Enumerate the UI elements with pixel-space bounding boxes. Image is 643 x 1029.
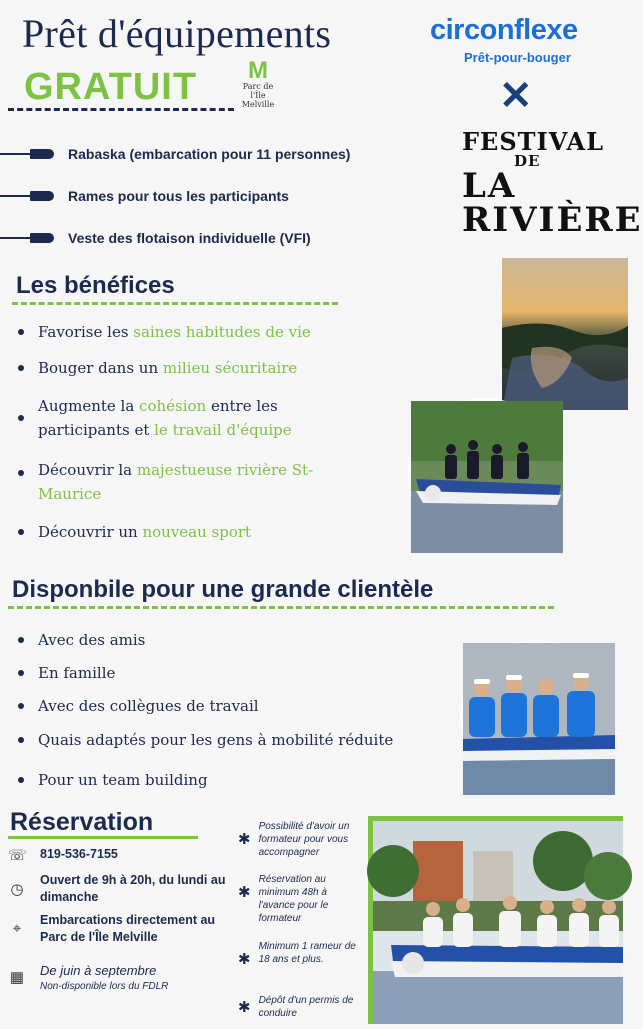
bullet-dot xyxy=(18,415,24,421)
free-label: GRATUIT xyxy=(24,66,198,108)
clientele-text: En famille xyxy=(38,664,116,682)
reservation-underline xyxy=(8,836,198,839)
park-logo-mark: M xyxy=(248,57,268,84)
clientele-text: Avec des amis xyxy=(38,631,146,649)
benefit-item xyxy=(18,394,318,442)
clientele-item xyxy=(18,728,438,752)
asterisk-icon: ✱ xyxy=(238,999,251,1016)
reservation-heading: Réservation xyxy=(10,808,154,836)
benefit-highlight: majestueuse rivière St-Maurice xyxy=(38,461,314,503)
bullet-dot xyxy=(18,737,24,743)
note-item xyxy=(238,994,366,1020)
benefit-text: Augmente la xyxy=(38,397,140,415)
rabaska-river-illustration xyxy=(373,821,623,1024)
benefit-item xyxy=(18,356,378,380)
river-sunset-illustration xyxy=(502,258,628,410)
benefit-highlight: cohésion xyxy=(139,397,207,415)
note-text: Dépôt d'un permis de conduire xyxy=(258,995,354,1019)
oar-icon xyxy=(0,149,56,159)
benefits-underline xyxy=(12,302,338,305)
festival-line-2: DE xyxy=(514,152,541,170)
note-text: Réservation au minimum 48h à l'avance pour le formateur xyxy=(258,874,329,924)
benefit-text: Favorise les xyxy=(38,323,134,341)
festival-line-1: FESTIVAL xyxy=(462,127,605,156)
benefits-heading: Les bénéfices xyxy=(16,272,175,299)
reservation-season xyxy=(8,962,236,992)
hours-text: Ouvert de 9h à 20h, du lundi au dimanche xyxy=(40,873,226,904)
bullet-dot xyxy=(18,703,24,709)
park-logo xyxy=(236,57,280,109)
equipment-label: Veste des flotaison individuelle (VFI) xyxy=(68,230,311,246)
brand-logo: circonflexe xyxy=(430,14,578,46)
calendar-icon: ▦ xyxy=(9,969,25,986)
festival-logo xyxy=(462,127,643,240)
equipment-label: Rames pour tous les participants xyxy=(68,188,289,204)
rabaska-team-photo xyxy=(408,398,560,550)
asterisk-icon: ✱ xyxy=(238,831,251,848)
note-text: Possibilité d'avoir un formateur pour vous accompagner xyxy=(258,821,350,858)
bullet-dot xyxy=(18,637,24,643)
benefit-item xyxy=(18,520,378,544)
equipment-label: Rabaska (embarcation pour 11 personnes) xyxy=(68,146,351,162)
phone-number: 819-536-7155 xyxy=(40,847,118,861)
note-item xyxy=(238,820,366,859)
bullet-dot xyxy=(18,777,24,783)
equipment-item xyxy=(0,184,289,208)
benefit-text: entre les participants et xyxy=(38,397,278,439)
rabaska-river-photo xyxy=(368,816,623,1024)
note-text: Minimum 1 rameur de 18 ans et plus. xyxy=(258,941,356,965)
phone-icon: ☏ xyxy=(8,847,27,864)
clientele-heading: Disponbile pour une grande clientèle xyxy=(12,576,434,603)
clientele-text: Avec des collègues de travail xyxy=(38,697,259,715)
clientele-text: Quais adaptés pour les gens à mobilité réduite xyxy=(38,731,394,749)
benefit-item xyxy=(18,458,328,506)
benefit-text: Bouger dans un xyxy=(38,359,163,377)
bullet-dot xyxy=(18,529,24,535)
brand-tagline: Prêt-pour-bouger xyxy=(464,50,571,65)
season-note: Non-disponible lors du FDLR xyxy=(40,981,169,992)
benefit-highlight: nouveau sport xyxy=(142,523,252,541)
asterisk-icon: ✱ xyxy=(238,884,251,901)
benefit-text: Découvrir un xyxy=(38,523,143,541)
team-celebration-photo xyxy=(460,640,612,792)
bullet-dot xyxy=(18,329,24,335)
bullet-dot xyxy=(18,365,24,371)
festival-line-3: LA RIVIÈRE xyxy=(462,166,643,240)
equipment-item xyxy=(0,142,350,166)
benefit-highlight: milieu sécuritaire xyxy=(162,359,298,377)
benefit-text: Découvrir la xyxy=(38,461,137,479)
reservation-location xyxy=(8,912,236,946)
river-sunset-photo xyxy=(502,258,628,410)
season-text: De juin à septembre xyxy=(40,963,157,978)
bullet-dot xyxy=(18,470,24,476)
page-title: Prêt d'équipements xyxy=(22,11,332,56)
clientele-item xyxy=(18,628,418,652)
collab-cross-icon: ✕ xyxy=(499,74,533,118)
clientele-item xyxy=(18,768,418,792)
clientele-item xyxy=(18,661,418,685)
note-item xyxy=(238,940,366,968)
note-item xyxy=(238,873,366,925)
location-pin-icon: ⌖ xyxy=(12,920,22,937)
clientele-item xyxy=(18,694,418,718)
clock-icon: ◷ xyxy=(10,881,24,898)
clientele-text: Pour un team building xyxy=(38,771,208,789)
asterisk-icon: ✱ xyxy=(238,951,251,968)
reservation-phone xyxy=(8,846,118,864)
benefit-item xyxy=(18,320,378,344)
park-logo-text: Parc de l'Île Melville xyxy=(241,82,275,109)
location-text: Embarcations directement au Parc de l'Île Melville xyxy=(40,913,216,944)
reservation-hours xyxy=(8,872,228,906)
bullet-dot xyxy=(18,670,24,676)
rabaska-team-illustration xyxy=(411,401,563,553)
team-celebration-illustration xyxy=(463,643,615,795)
oar-icon xyxy=(0,191,56,201)
benefit-highlight: le travail d'équipe xyxy=(154,421,292,439)
clientele-underline xyxy=(8,606,554,609)
benefit-highlight: saines habitudes de vie xyxy=(133,323,311,341)
equipment-item xyxy=(0,226,311,250)
oar-icon xyxy=(0,233,56,243)
